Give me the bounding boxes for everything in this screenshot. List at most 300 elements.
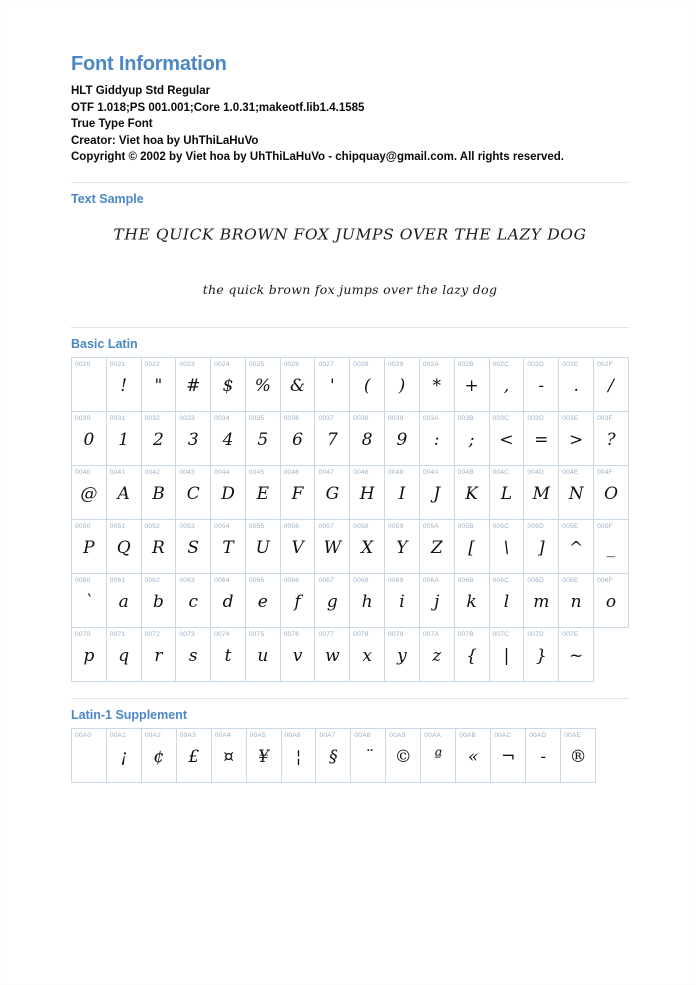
glyph-cell[interactable] (524, 357, 559, 411)
section-text-sample (71, 182, 629, 311)
glyph-codepoint: 0072 (144, 630, 161, 638)
glyph-codepoint: 006B (457, 576, 474, 584)
glyph-character: 1 (118, 429, 130, 450)
glyph-character: + (464, 375, 479, 396)
glyph-character: s (188, 645, 198, 666)
glyph-codepoint: 0049 (388, 468, 404, 476)
glyph-codepoint: 0046 (283, 468, 300, 476)
glyph-codepoint: 0059 (388, 522, 404, 530)
glyph-character: B (152, 483, 165, 504)
glyph-cell[interactable] (245, 573, 280, 627)
glyph-cell[interactable] (141, 357, 176, 411)
glyph-codepoint: 00A1 (109, 731, 127, 739)
glyph-cell[interactable] (524, 573, 559, 627)
glyph-cell[interactable] (106, 519, 141, 573)
glyph-codepoint: 0070 (75, 630, 91, 638)
glyph-cell[interactable] (454, 357, 489, 411)
glyph-codepoint: 0048 (353, 468, 369, 476)
glyph-cell[interactable] (559, 627, 594, 681)
glyph-cell[interactable] (280, 357, 315, 411)
glyph-cell[interactable] (106, 573, 141, 627)
glyph-cell[interactable] (176, 573, 211, 627)
glyph-cell[interactable] (419, 573, 454, 627)
glyph-codepoint: 0076 (283, 630, 300, 638)
glyph-codepoint: 0050 (75, 522, 91, 530)
glyph-codepoint: 0052 (144, 522, 161, 530)
glyph-character: Z (430, 537, 443, 558)
glyph-character: q (118, 645, 130, 666)
glyph-cell[interactable] (350, 357, 385, 411)
glyph-codepoint: 0063 (179, 576, 195, 584)
glyph-codepoint: 0058 (353, 522, 369, 530)
glyph-codepoint: 005B (457, 522, 474, 530)
glyph-cell[interactable] (141, 728, 176, 782)
glyph-character: l (503, 591, 510, 612)
glyph-character: H (359, 483, 375, 504)
glyph-character: ¡ (120, 746, 128, 767)
glyph-cell[interactable] (211, 465, 246, 519)
glyph-codepoint: 00AA (424, 731, 442, 739)
glyph-codepoint: 00AD (529, 731, 547, 739)
glyph-cell[interactable] (176, 357, 211, 411)
glyph-cell[interactable] (454, 627, 489, 681)
glyph-codepoint: 0033 (179, 414, 195, 422)
glyph-codepoint: 00A8 (354, 731, 371, 739)
glyph-cell[interactable] (419, 357, 454, 411)
glyph-codepoint: 0066 (283, 576, 300, 584)
glyph-cell[interactable] (72, 519, 107, 573)
page-title: Font Information (71, 53, 227, 75)
glyph-codepoint: 0035 (248, 414, 265, 422)
glyph-cell[interactable] (419, 627, 454, 681)
glyph-character (72, 369, 106, 403)
glyph-cell[interactable] (489, 573, 524, 627)
glyph-codepoint: 006D (527, 576, 544, 584)
glyph-row (72, 465, 629, 519)
glyph-cell[interactable] (315, 411, 350, 465)
glyph-codepoint: 0068 (353, 576, 369, 584)
glyph-cell[interactable] (211, 573, 246, 627)
glyph-cell[interactable] (141, 627, 176, 681)
glyph-cell[interactable] (72, 411, 107, 465)
glyph-character: F (291, 483, 304, 504)
glyph-cell[interactable] (141, 519, 176, 573)
glyph-cell[interactable] (454, 573, 489, 627)
glyph-character: - (540, 746, 547, 767)
glyph-codepoint: 0061 (109, 576, 126, 584)
glyph-cell[interactable] (72, 627, 107, 681)
glyph-character: ` (84, 591, 94, 612)
glyph-cell[interactable] (176, 627, 211, 681)
glyph-cell[interactable] (245, 465, 280, 519)
glyph-character: 0 (83, 429, 95, 450)
glyph-codepoint: 005E (562, 522, 579, 530)
glyph-codepoint: 005A (422, 522, 440, 530)
glyph-codepoint: 00A6 (284, 731, 301, 739)
glyph-character: b (153, 591, 164, 612)
glyph-cell[interactable] (350, 573, 385, 627)
glyph-cell[interactable] (72, 465, 107, 519)
glyph-codepoint: 0039 (388, 414, 404, 422)
glyph-codepoint: 0022 (144, 360, 161, 368)
glyph-grid-body (72, 357, 629, 681)
glyph-cell[interactable] (524, 465, 559, 519)
glyph-character: g (326, 591, 338, 612)
glyph-cell[interactable] (559, 519, 594, 573)
glyph-cell[interactable] (245, 519, 280, 573)
glyph-codepoint: 002E (562, 360, 579, 368)
glyph-character: © (394, 746, 412, 767)
glyph-character: A (117, 483, 130, 504)
glyph-codepoint: 005C (492, 522, 510, 530)
glyph-character: t (224, 645, 232, 666)
glyph-character: ? (606, 429, 616, 450)
glyph-codepoint: 0065 (248, 576, 265, 584)
glyph-row (72, 573, 629, 627)
glyph-cell[interactable] (176, 728, 211, 782)
glyph-character: U (255, 537, 270, 558)
glyph-codepoint: 002B (457, 360, 474, 368)
text-sample-area (71, 212, 629, 311)
glyph-codepoint: 00AB (459, 731, 477, 739)
glyph-character: M (532, 483, 550, 504)
glyph-character: I (398, 483, 406, 504)
glyph-cell[interactable] (246, 728, 281, 782)
glyph-character: ^ (569, 537, 584, 558)
glyph-character: ~ (569, 645, 584, 666)
glyph-codepoint: 004D (527, 468, 544, 476)
glyph-character: D (221, 483, 235, 504)
glyph-cell[interactable] (526, 728, 561, 782)
glyph-codepoint: 007B (457, 630, 474, 638)
font-name-line: HLT Giddyup Std Regular (71, 85, 211, 97)
glyph-codepoint: 00A5 (249, 731, 266, 739)
glyph-codepoint: 00A2 (144, 731, 162, 739)
glyph-cell[interactable] (559, 357, 594, 411)
glyph-cell[interactable] (489, 411, 524, 465)
glyph-codepoint: 0079 (388, 630, 404, 638)
section-latin1-supplement (71, 698, 629, 783)
glyph-codepoint: 0077 (318, 630, 334, 638)
glyph-codepoint: 00A0 (75, 731, 92, 739)
glyph-codepoint: 005D (527, 522, 544, 530)
glyph-cell[interactable] (245, 627, 280, 681)
glyph-character: p (83, 645, 95, 666)
glyph-cell[interactable] (489, 465, 524, 519)
glyph-cell[interactable] (385, 465, 420, 519)
glyph-cell[interactable] (385, 573, 420, 627)
glyph-cell[interactable] (211, 411, 246, 465)
glyph-character: 3 (187, 429, 199, 450)
glyph-codepoint: 004F (597, 468, 613, 476)
glyph-cell[interactable] (315, 519, 350, 573)
glyph-codepoint: 0075 (248, 630, 265, 638)
glyph-codepoint: 0055 (248, 522, 265, 530)
glyph-character: o (605, 591, 617, 612)
glyph-cell[interactable] (72, 573, 107, 627)
glyph-cell[interactable] (385, 411, 420, 465)
glyph-cell[interactable] (315, 357, 350, 411)
glyph-character: T (222, 537, 234, 558)
glyph-cell[interactable] (315, 573, 350, 627)
glyph-character: < (499, 429, 514, 450)
glyph-cell[interactable] (281, 728, 316, 782)
glyph-character: / (608, 375, 614, 396)
glyph-cell[interactable] (454, 519, 489, 573)
glyph-cell[interactable] (106, 357, 141, 411)
glyph-character: i (399, 591, 405, 612)
glyph-character: m (533, 591, 550, 612)
glyph-character: a (118, 591, 129, 612)
glyph-cell[interactable] (315, 465, 350, 519)
glyph-character: [ (468, 537, 475, 558)
glyph-character: ¬ (501, 746, 516, 767)
glyph-cell[interactable] (350, 627, 385, 681)
glyph-codepoint: 0064 (214, 576, 230, 584)
glyph-character: 4 (222, 429, 234, 450)
glyph-cell[interactable] (559, 573, 594, 627)
document-content (71, 53, 629, 783)
glyph-codepoint: 0032 (144, 414, 161, 422)
glyph-cell[interactable] (419, 411, 454, 465)
glyph-cell[interactable] (315, 627, 350, 681)
glyph-cell[interactable] (280, 573, 315, 627)
glyph-cell[interactable] (491, 728, 526, 782)
glyph-cell[interactable] (245, 357, 280, 411)
glyph-cell[interactable] (280, 411, 315, 465)
glyph-cell[interactable] (245, 411, 280, 465)
glyph-character: u (257, 645, 269, 666)
glyph-cell[interactable] (176, 519, 211, 573)
glyph-codepoint: 004E (562, 468, 579, 476)
glyph-codepoint: 00AC (494, 731, 512, 739)
glyph-cell[interactable] (72, 728, 107, 782)
glyph-cell[interactable] (386, 728, 421, 782)
glyph-character: } (535, 645, 547, 666)
font-version-line: OTF 1.018;PS 001.001;Core 1.0.31;makeotf.lib1.4.1585 (71, 101, 365, 114)
sample-lowercase: the quick brown fox jumps over the lazy dog (202, 281, 498, 297)
glyph-codepoint: 006A (422, 576, 440, 584)
glyph-cell[interactable] (385, 357, 420, 411)
glyph-character: ] (537, 537, 545, 558)
section-title-latin1-supplement: Latin-1 Supplement (71, 707, 187, 722)
glyph-cell[interactable] (141, 411, 176, 465)
glyph-cell[interactable] (559, 465, 594, 519)
glyph-character: W (323, 537, 342, 558)
glyph-codepoint: 00A7 (319, 731, 336, 739)
glyph-cell[interactable] (594, 411, 629, 465)
font-creator-line: Creator: Viet hoa by UhThiLaHuVo (71, 134, 259, 147)
glyph-character: ¤ (223, 746, 235, 767)
glyph-codepoint: 004A (422, 468, 440, 476)
glyph-codepoint: 003C (492, 414, 510, 422)
glyph-codepoint: 0038 (353, 414, 369, 422)
glyph-codepoint: 00AE (564, 731, 582, 739)
glyph-cell[interactable] (421, 728, 456, 782)
glyph-cell[interactable] (489, 519, 524, 573)
glyph-codepoint: 003D (527, 414, 544, 422)
glyph-cell[interactable] (280, 465, 315, 519)
glyph-character: c (188, 591, 198, 612)
glyph-codepoint: 003F (597, 414, 613, 422)
glyph-character: h (361, 591, 373, 612)
glyph-codepoint: 0020 (75, 360, 91, 368)
glyph-character: # (186, 375, 201, 396)
glyph-character: - (538, 375, 545, 396)
glyph-codepoint: 0074 (214, 630, 230, 638)
glyph-cell[interactable] (350, 465, 385, 519)
glyph-character: L (500, 483, 513, 504)
glyph-character: £ (188, 746, 200, 767)
glyph-character: w (325, 645, 340, 666)
glyph-character: 5 (257, 429, 269, 450)
glyph-cell[interactable] (280, 519, 315, 573)
glyph-cell[interactable] (350, 519, 385, 573)
glyph-codepoint: 00A9 (389, 731, 406, 739)
glyph-cell[interactable] (561, 728, 596, 782)
glyph-character: v (292, 645, 303, 666)
glyph-character: \ (503, 537, 510, 558)
glyph-codepoint: 004C (492, 468, 510, 476)
glyph-character (72, 740, 106, 774)
glyph-character: V (291, 537, 304, 558)
glyph-cell[interactable] (385, 627, 420, 681)
glyph-character: Y (396, 537, 408, 558)
glyph-character: : (433, 429, 440, 450)
glyph-codepoint: 0067 (318, 576, 334, 584)
glyph-cell[interactable] (350, 411, 385, 465)
glyph-codepoint: 0029 (388, 360, 404, 368)
glyph-character: ¦ (295, 746, 302, 767)
glyph-codepoint: 005F (597, 522, 613, 530)
glyph-codepoint: 003A (422, 414, 440, 422)
glyph-character: 8 (361, 429, 373, 450)
glyph-cell[interactable] (489, 627, 524, 681)
glyph-character: J (433, 483, 441, 504)
glyph-cell[interactable] (524, 627, 559, 681)
glyph-codepoint: 0069 (388, 576, 404, 584)
glyph-cell[interactable] (176, 465, 211, 519)
glyph-character: 9 (396, 429, 408, 450)
glyph-cell[interactable] (524, 411, 559, 465)
glyph-cell[interactable] (211, 357, 246, 411)
glyph-character: @ (80, 483, 98, 504)
glyph-codepoint: 0044 (214, 468, 230, 476)
glyph-character: G (325, 483, 340, 504)
glyph-cell[interactable] (211, 519, 246, 573)
glyph-cell[interactable] (594, 357, 629, 411)
glyph-character: x (362, 645, 372, 666)
glyph-codepoint: 0023 (179, 360, 195, 368)
glyph-cell[interactable] (489, 357, 524, 411)
glyph-cell[interactable] (280, 627, 315, 681)
glyph-character: ! (120, 375, 128, 396)
glyph-cell[interactable] (106, 465, 141, 519)
glyph-cell[interactable] (454, 411, 489, 465)
glyph-character: r (154, 645, 163, 666)
glyph-character: R (152, 537, 165, 558)
glyph-cell[interactable] (141, 465, 176, 519)
glyph-codepoint: 0054 (214, 522, 230, 530)
glyph-character: ( (363, 375, 371, 396)
glyph-character: Q (116, 537, 131, 558)
glyph-cell[interactable] (72, 357, 107, 411)
glyph-cell[interactable] (419, 465, 454, 519)
glyph-character: P (83, 537, 95, 558)
glyph-codepoint: 0025 (248, 360, 265, 368)
glyph-cell[interactable] (594, 519, 629, 573)
glyph-character: , (503, 375, 510, 396)
glyph-codepoint: 0047 (318, 468, 334, 476)
glyph-character: O (604, 483, 618, 504)
glyph-character: " (154, 375, 163, 396)
glyph-character: y (397, 645, 407, 666)
glyph-cell[interactable] (454, 465, 489, 519)
glyph-cell[interactable] (211, 728, 246, 782)
glyph-codepoint: 007A (422, 630, 440, 638)
glyph-cell[interactable] (316, 728, 351, 782)
glyph-cell[interactable] (106, 627, 141, 681)
glyph-row (72, 728, 630, 782)
glyph-character: > (569, 429, 584, 450)
glyph-codepoint: 0078 (353, 630, 369, 638)
glyph-cell[interactable] (524, 519, 559, 573)
glyph-cell[interactable] (559, 411, 594, 465)
glyph-character: § (329, 746, 338, 767)
glyph-cell[interactable] (594, 573, 629, 627)
sample-uppercase: THE QUICK BROWN FOX JUMPS OVER THE LAZY DOG (113, 225, 587, 244)
glyph-character: & (290, 375, 306, 396)
glyph-codepoint: 007C (492, 630, 510, 638)
glyph-character: = (534, 429, 549, 450)
glyph-row (72, 627, 629, 681)
font-copyright-line: Copyright © 2002 by Viet hoa by UhThiLaHuVo - chipquay@gmail.com. All rights reserved. (71, 151, 564, 163)
glyph-codepoint: 00A4 (214, 731, 231, 739)
glyph-character: ¢ (153, 746, 165, 767)
glyph-character: ' (330, 375, 335, 396)
glyph-character: N (568, 483, 584, 504)
glyph-character: E (256, 483, 269, 504)
glyph-character: n (570, 591, 582, 612)
glyph-codepoint: 006E (562, 576, 579, 584)
glyph-codepoint: 0056 (283, 522, 300, 530)
glyph-character: 2 (153, 429, 164, 450)
glyph-cell[interactable] (106, 728, 141, 782)
glyph-cell[interactable] (141, 573, 176, 627)
glyph-codepoint: 0026 (283, 360, 300, 368)
glyph-codepoint: 0041 (109, 468, 126, 476)
glyph-cell[interactable] (456, 728, 491, 782)
glyph-cell[interactable] (176, 411, 211, 465)
glyph-character: f (294, 591, 301, 612)
glyph-cell[interactable] (211, 627, 246, 681)
glyph-character: ® (569, 746, 587, 767)
glyph-cell[interactable] (385, 519, 420, 573)
glyph-grid-latin1-supplement (71, 728, 629, 783)
glyph-codepoint: 0073 (179, 630, 195, 638)
glyph-codepoint: 0040 (75, 468, 91, 476)
glyph-codepoint: 002D (527, 360, 544, 368)
glyph-codepoint: 0045 (248, 468, 265, 476)
glyph-codepoint: 0057 (318, 522, 334, 530)
glyph-character: j (434, 591, 440, 612)
glyph-character: S (187, 537, 200, 558)
glyph-codepoint: 0021 (109, 360, 126, 368)
glyph-cell[interactable] (106, 411, 141, 465)
glyph-cell[interactable] (419, 519, 454, 573)
glyph-cell[interactable] (594, 465, 629, 519)
glyph-cell[interactable] (351, 728, 386, 782)
